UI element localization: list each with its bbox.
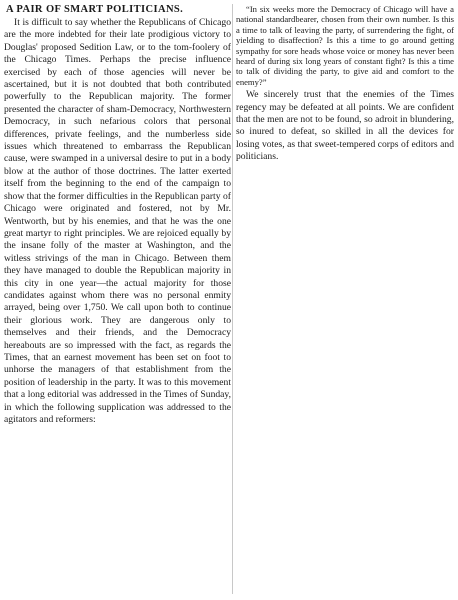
article-headline: A PAIR OF SMART POLITICIANS. [6, 4, 184, 15]
column-divider [232, 4, 233, 594]
right-column [236, 4, 454, 426]
article-columns [4, 4, 454, 426]
left-column [4, 4, 231, 426]
article-body-paragraph: It is difficult to say whether the Republicans of Chicago are the more indebted for their late prodigious victory to Douglas' proposed Sedition Law, or to the tom-foolery of the Chicago Times. Perhaps the precise influence exercised by each of those agencies will never be ascertained, but it is not doubted that both contributed powerfully to the Republican majority. The former presented the character of sham-Democracy, Northwestern Democracy, in such nefarious colors that personal differences, private feelings, and the numberless side issues which threatened to embarrass the Republican cause, were swamped in a universal desire to put in a body blow at the author of those doctrines. The latter exerted itself from the beginning to the end of the campaign to show that the former difficulties in the Republican party of Chicago were originated and fostered, not by Mr. Wentworth, but by his enemies, and that he was the one great martyr to right principles. We are rejoiced equally by the insane folly of the master at Washington, and the witless strivings of the man in Chicago. Between them they have managed to double the Republican majority in this city in one year—the actual majority for those candidates against whom there was no personal enmity arrayed, being over 1,750. We call upon both to continue their glorious work. They are dangerous only to themselves and their friends, and the Democracy hereabouts are so impressed with the fact, as regards the Times, that an earnest movement has been set on foot to unhorse the managers of that establishment from the position of leadership in the party. It was to this movement that a long editorial was addressed in the Times of Sunday, in which the following supplication was addressed to the agitators and reformers: [4, 17, 231, 425]
closing-paragraph: We sincerely trust that the enemies of the Times regency may be defeated at all points. We are confident that the men are not to be found, so adroit in blundering, so inured to defeat, so skilled in all the devices for losing votes, as that sweet-tempered corps of editors and politicians. [236, 89, 454, 163]
quoted-editorial: “In six weeks more the Democracy of Chicago will have a national standardbearer, chosen from their own number. Is this a time to talk of leaving the party, of surrendering the fight, of yielding to disaffection? Is this a time to go around getting sympathy for sore heads whose voice or money has never been heard of during six long years of constant fight? Is this a time to talk of dividing the party, to give aid and comfort to the enemy?” [236, 4, 454, 87]
